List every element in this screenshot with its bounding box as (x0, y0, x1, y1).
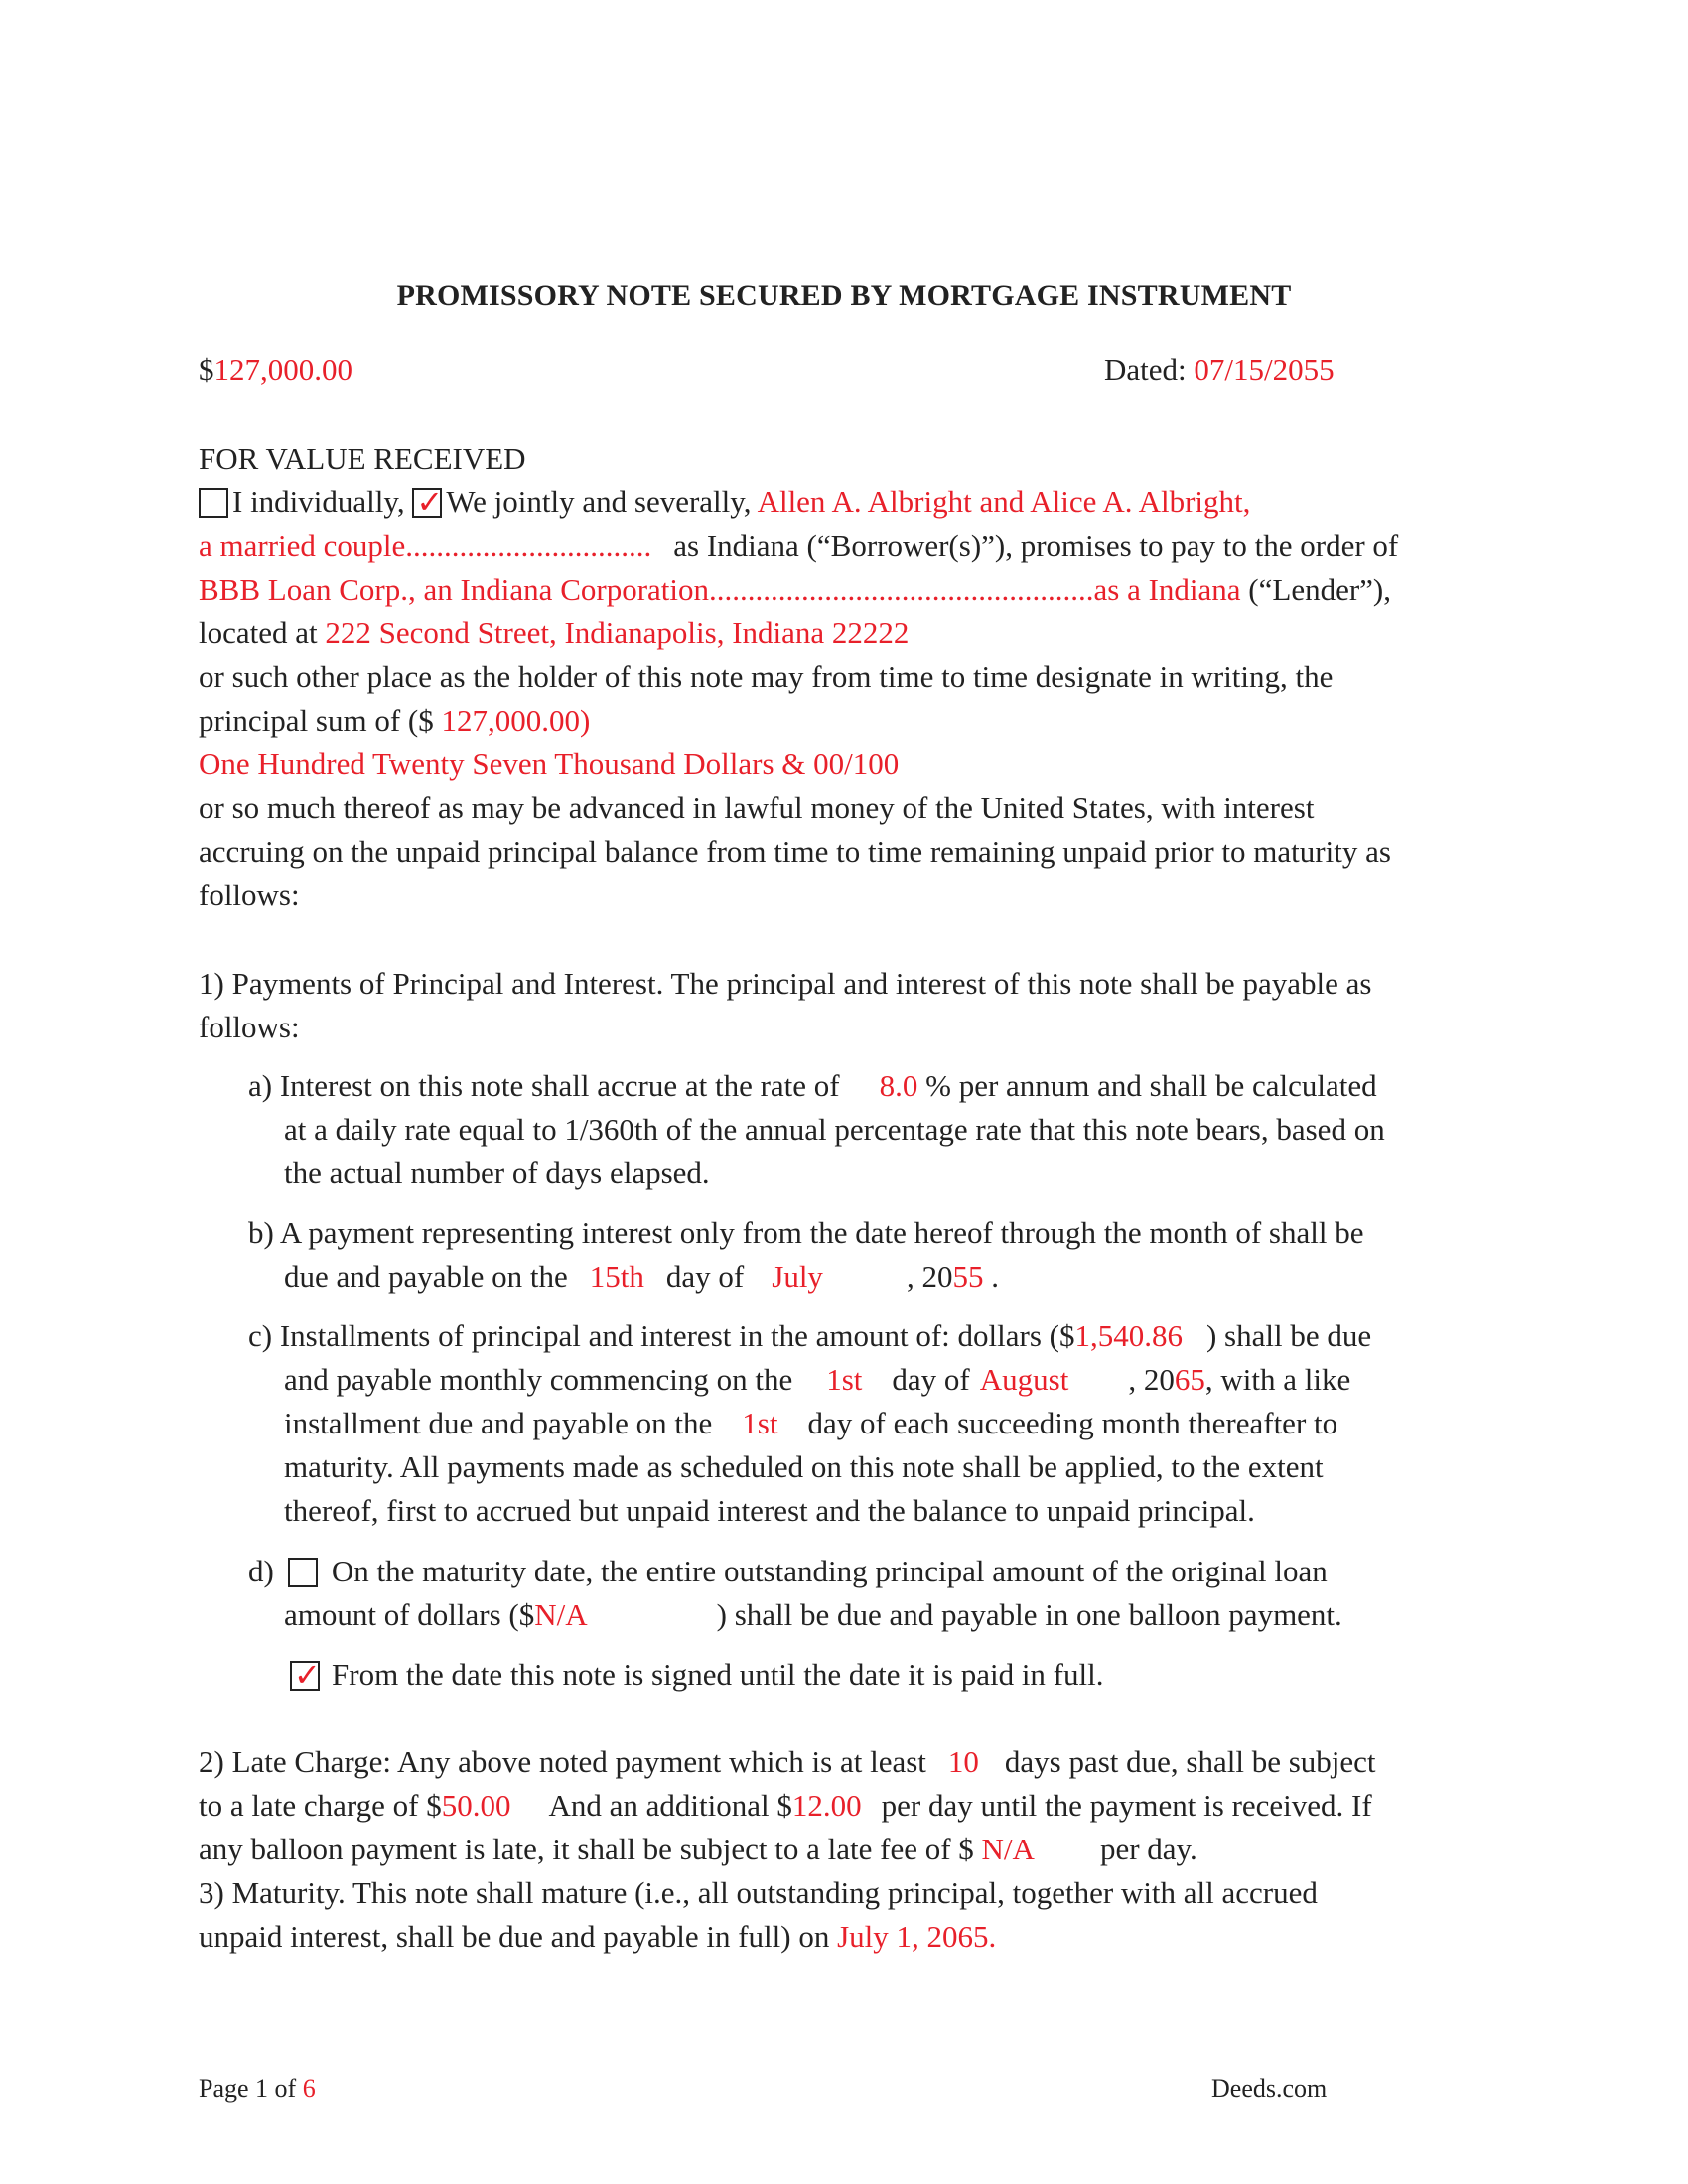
item-d-line2: amount of dollars ($N/A ) shall be due and payable in one balloon payment. (284, 1597, 1342, 1632)
section-2-line1: 2) Late Charge: Any above noted payment which is at least 10 days past due, shall be subject (199, 1744, 1376, 1779)
section-2-line2: to a late charge of $50.00 And an additional $12.00 per day until the payment is received. If (199, 1788, 1372, 1823)
text-line: thereof, first to accrued but unpaid interest and the balance to unpaid principal. (284, 1493, 1255, 1528)
balloon-checkbox[interactable] (288, 1558, 318, 1587)
item-d-line1: d) On the maturity date, the entire outstanding principal amount of the original loan (248, 1554, 1328, 1588)
lender-name: BBB Loan Corp., an Indiana Corporation..................................................as a Indiana (199, 572, 1241, 607)
principal-line: principal sum of ($ 127,000.00) (199, 703, 591, 738)
borrower-name: Allen A. Albright and Alice A. Albright, (757, 484, 1251, 519)
item-c-line1: c) Installments of principal and interest in the amount of: dollars ($1,540.86 ) shall be due (248, 1318, 1372, 1353)
note-date: Dated: 07/15/2055 (1104, 352, 1335, 387)
individually-checkbox[interactable] (199, 488, 228, 518)
borrower-desc-line: a married couple................................ as Indiana (“Borrower(s)”), promises to pay to the order of (199, 528, 1399, 563)
item-b-line2: due and payable on the 15th day of July , 2055 . (284, 1259, 999, 1294)
page-title: PROMISSORY NOTE SECURED BY MORTGAGE INSTRUMENT (396, 279, 1292, 312)
item-b-line1: b) A payment representing interest only from the date hereof through the month of shall be (248, 1215, 1364, 1250)
item-a-line1: a) Interest on this note shall accrue at the rate of 8.0 % per annum and shall be calculated (248, 1068, 1377, 1103)
item-c-line2: and payable monthly commencing on the 1st day of August , 2065, with a like (284, 1362, 1351, 1397)
section-3-line1: 3) Maturity. This note shall mature (i.e., all outstanding principal, together with all accrued (199, 1875, 1318, 1910)
location-line: located at 222 Second Street, Indianapolis, Indiana 22222 (199, 615, 910, 650)
text-line: follows: (199, 878, 300, 912)
item-c-line3: installment due and payable on the 1st day of each succeeding month thereafter to (284, 1406, 1338, 1440)
check-mark-icon: ✓ (416, 483, 444, 521)
installment-amount: 1,540.86 (1074, 1318, 1183, 1353)
lender-address: 222 Second Street, Indianapolis, Indiana 22222 (325, 615, 910, 650)
lender-line: BBB Loan Corp., an Indiana Corporation..................................................as a Indiana (“Lender”), (199, 572, 1391, 607)
section-1-heading: 1) Payments of Principal and Interest. The principal and interest of this note shall be payable as (199, 966, 1372, 1001)
text-line: maturity. All payments made as scheduled on this note shall be applied, to the extent (284, 1449, 1324, 1484)
paid-in-full-checkbox[interactable] (290, 1656, 321, 1694)
for-value-received: FOR VALUE RECEIVED (199, 441, 526, 476)
check-mark-icon: ✓ (294, 1656, 321, 1694)
jointly-checkbox[interactable] (412, 483, 444, 521)
section-2-line3: any balloon payment is late, it shall be subject to a late fee of $ N/A per day. (199, 1832, 1197, 1866)
note-amount: $127,000.00 (199, 352, 352, 387)
footer-site: Deeds.com (1211, 2074, 1328, 2103)
text-line: or such other place as the holder of this note may from time to time designate in writing, the (199, 659, 1334, 694)
section-3-line2: unpaid interest, shall be due and payable in full) on July 1, 2065. (199, 1919, 997, 1954)
interest-rate: 8.0 (879, 1068, 918, 1103)
text-line: the actual number of days elapsed. (284, 1156, 710, 1190)
maturity-date: July 1, 2065. (837, 1919, 997, 1954)
text-line: follows: (199, 1010, 300, 1044)
page-number: Page 1 of 6 (199, 2074, 316, 2103)
text-line: at a daily rate equal to 1/360th of the annual percentage rate that this note bears, based on (284, 1112, 1385, 1147)
borrower-type-line: I individually, ✓ We jointly and severally, Allen A. Albright and Alice A. Albright, (199, 486, 1250, 518)
text-line: or so much thereof as may be advanced in lawful money of the United States, with interest (199, 790, 1315, 825)
item-d-option2: ✓ From the date this note is signed until the date it is paid in full. (290, 1659, 1103, 1691)
text-line: accruing on the unpaid principal balance from time to time remaining unpaid prior to maturity as (199, 834, 1391, 869)
principal-words: One Hundred Twenty Seven Thousand Dollars & 00/100 (199, 747, 900, 781)
